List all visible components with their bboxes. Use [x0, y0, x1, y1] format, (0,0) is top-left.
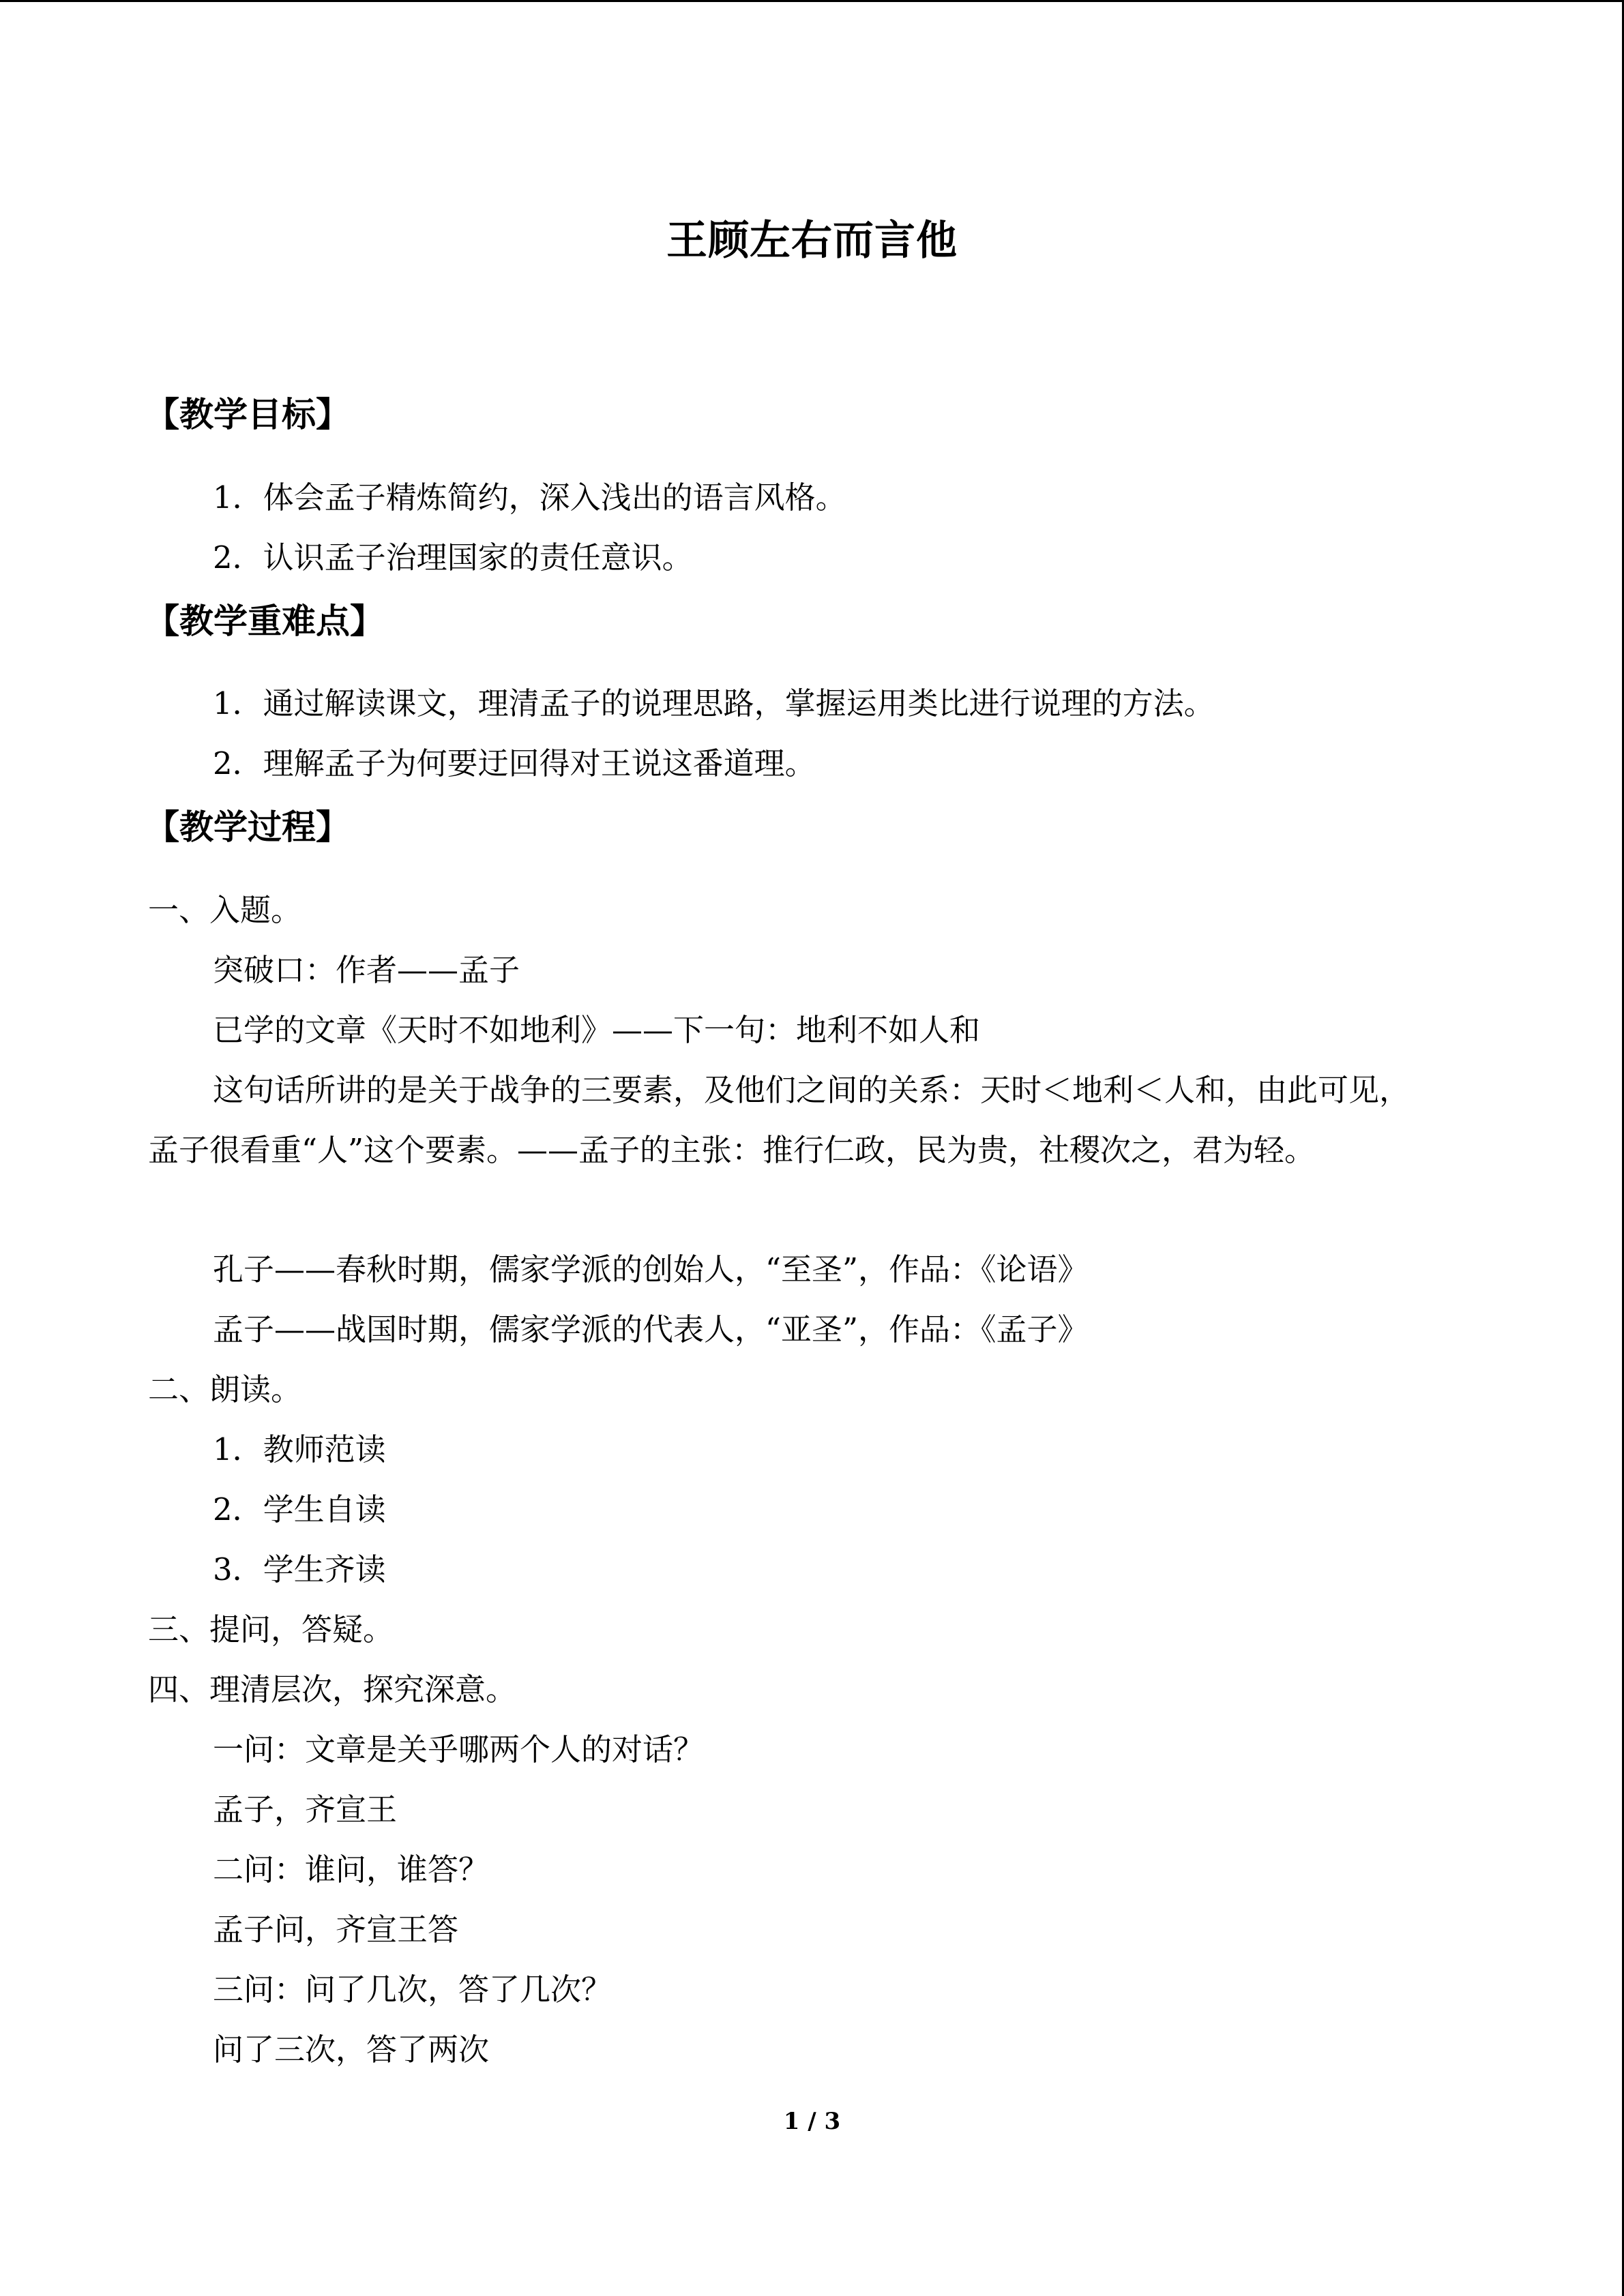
goal-item: 2．认识孟子治理国家的责任意识。 [213, 539, 693, 576]
analysis-line: 二问：谁问，谁答？ [213, 1851, 490, 1888]
goal-item: 1．体会孟子精炼简约，深入浅出的语言风格。 [213, 479, 846, 516]
process-line: 突破口：作者——孟子 [213, 952, 520, 988]
reading-item: 3．学生齐读 [213, 1551, 386, 1587]
section-heading-goals: 【教学目标】 [145, 394, 350, 434]
process-step-label: 二、朗读。 [148, 1371, 302, 1407]
reading-item: 1．教师范读 [213, 1431, 386, 1467]
analysis-line: 一问：文章是关乎哪两个人的对话？ [213, 1731, 705, 1768]
section-heading-keypoints: 【教学重难点】 [145, 601, 384, 641]
analysis-line: 孟子，齐宣王 [213, 1791, 398, 1828]
keypoint-item: 1．通过解读课文，理清孟子的说理思路，掌握运用类比进行说理的方法。 [213, 685, 1215, 721]
process-step-label: 一、入题。 [148, 892, 302, 928]
reading-item: 2．学生自读 [213, 1491, 386, 1527]
process-step-label: 三、提问，答疑。 [148, 1611, 394, 1648]
process-line: 已学的文章《天时不如地利》——下一句：地利不如人和 [213, 1012, 981, 1048]
analysis-line: 问了三次，答了两次 [213, 2031, 490, 2068]
keypoint-item: 2．理解孟子为何要迂回得对王说这番道理。 [213, 745, 816, 781]
analysis-line: 三问：问了几次，答了几次？ [213, 1971, 612, 2008]
intro-paragraph: 这句话所讲的是关于战争的三要素，及他们之间的关系：天时＜地利＜人和，由此可见，孟子很看重“人”这个要素。——孟子的主张：推行仁政，民为贵，社稷次之，君为轻。 [148, 1072, 1411, 1168]
process-line: 孔子——春秋时期，儒家学派的创始人，“至圣”，作品：《论语》 [213, 1251, 1089, 1287]
analysis-line: 孟子问，齐宣王答 [213, 1911, 459, 1948]
process-line: 孟子——战国时期，儒家学派的代表人，“亚圣”，作品：《孟子》 [213, 1311, 1089, 1347]
page-number: 1 / 3 [783, 2108, 841, 2135]
section-heading-process: 【教学过程】 [145, 807, 350, 847]
process-step-label: 四、理清层次，探究深意。 [148, 1671, 517, 1708]
document-title: 王顾左右而言他 [666, 217, 958, 265]
